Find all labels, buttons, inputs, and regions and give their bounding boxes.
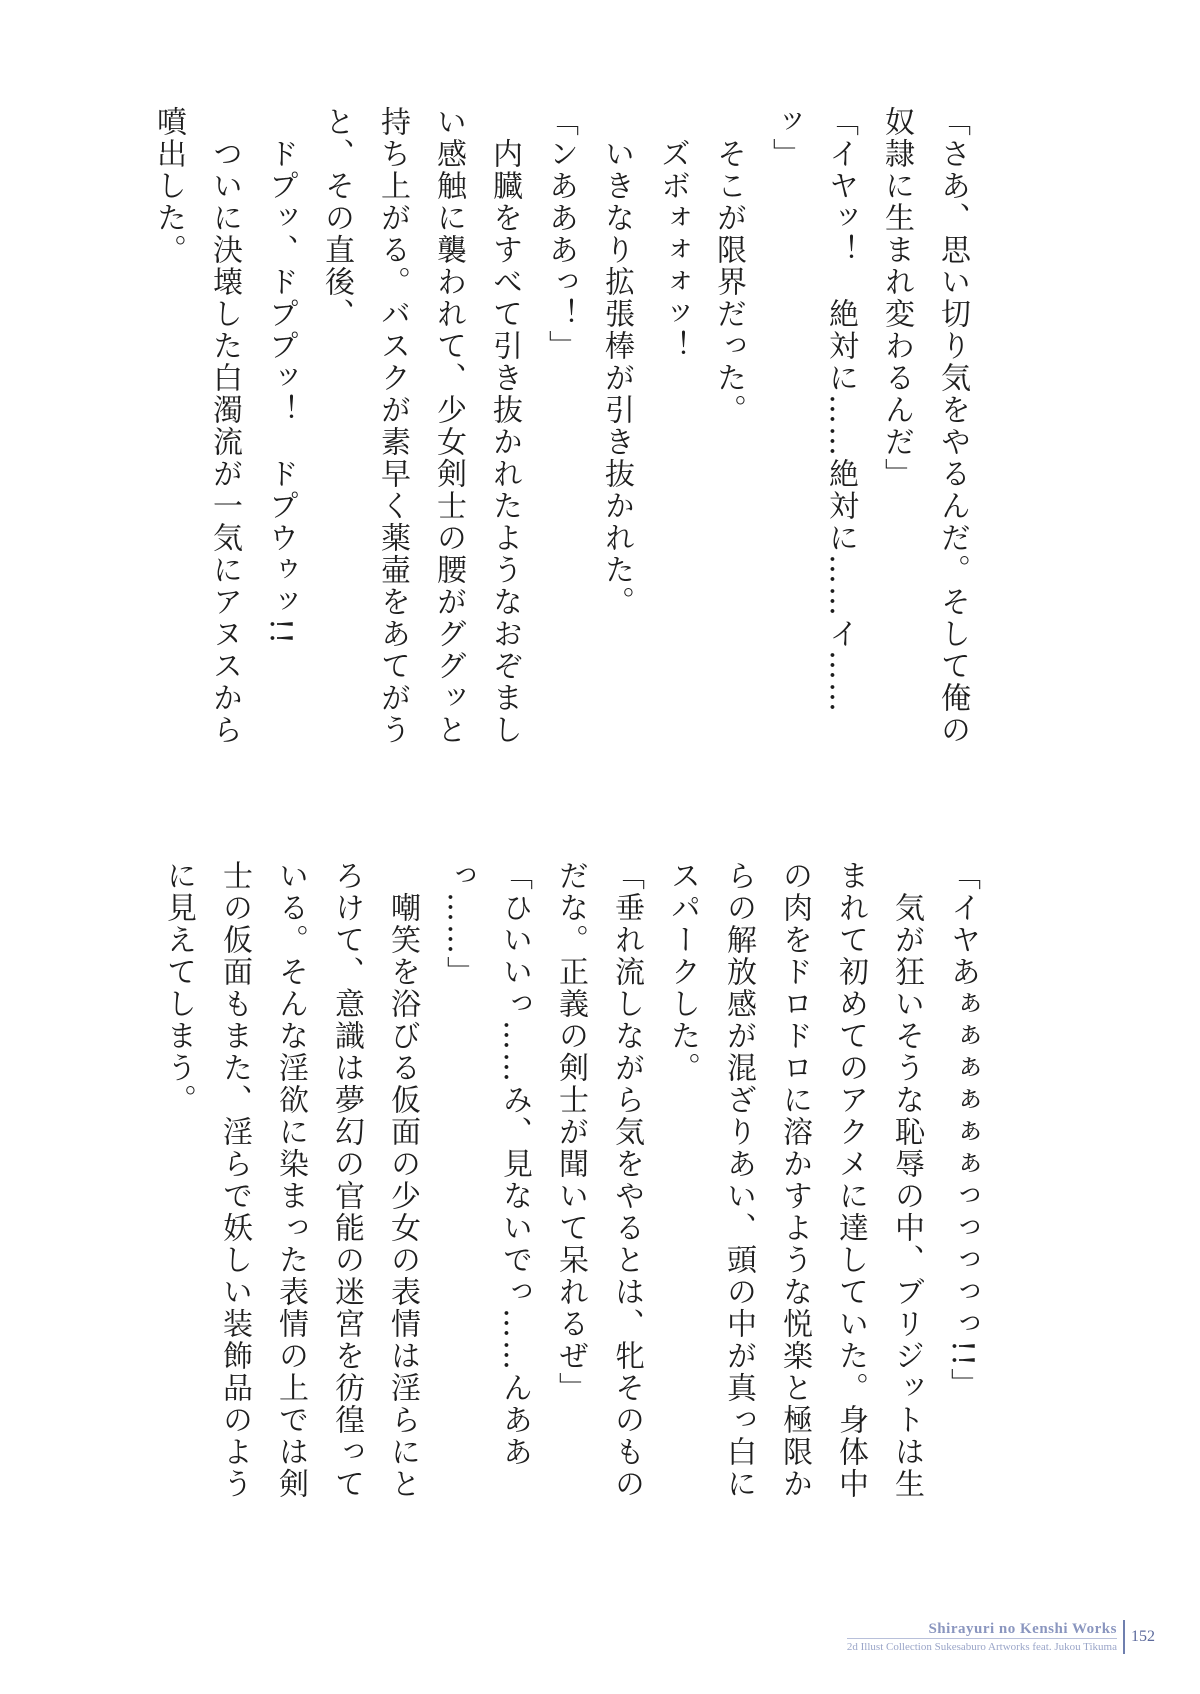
text-line: 嘲笑を浴びる仮面の少女の表情は淫らにと — [385, 860, 420, 1500]
text-line: いる。そんな淫欲に染まった表情の上では剣 — [273, 860, 308, 1500]
text-line: 内臓をすべて引き抜かれたようなおぞまし — [487, 106, 522, 746]
text-line: ッ」 — [767, 106, 802, 170]
text-line: そこが限界だった。 — [711, 106, 746, 426]
text-block-bottom — [150, 860, 990, 1580]
page-footer — [847, 1620, 1155, 1654]
text-line: 「さあ、思い切り気をやるんだ。そして俺の — [935, 106, 970, 746]
text-block-top — [140, 106, 980, 846]
text-line: 士の仮面もまた、淫らで妖しい装飾品のよう — [217, 860, 252, 1500]
page-number: 152 — [1131, 1628, 1155, 1645]
footer-title: Shirayuri no Kenshi Works — [928, 1621, 1117, 1637]
text-line: 持ち上がる。バスクが素早く薬壷をあてがう — [375, 106, 410, 746]
text-line: 「ンあああっ！」 — [543, 106, 578, 362]
text-line: 「イヤあぁぁぁぁぁぁっっっっっ!!」 — [945, 860, 980, 1401]
text-line: 噴出した。 — [151, 106, 186, 266]
text-line: っ……」 — [441, 860, 476, 988]
text-line: 「イヤッ！ 絶対に……絶対に……イ…… — [823, 106, 858, 714]
text-line: ドプッ、ドププッ！ ドプウゥッ!! — [263, 106, 298, 647]
footer-subtitle: 2d Illust Collection Sukesaburo Artworks feat. Jukou Tikuma — [847, 1638, 1117, 1654]
text-line: 奴隷に生まれ変わるんだ」 — [879, 106, 914, 490]
text-line: まれて初めてのアクメに達していた。身体中 — [833, 860, 868, 1500]
text-line: いきなり拡張棒が引き抜かれた。 — [599, 106, 634, 618]
text-line: 気が狂いそうな恥辱の中、ブリジットは生 — [889, 860, 924, 1500]
text-line: ズボォォォッ！ — [655, 106, 690, 362]
text-line: だな。正義の剣士が聞いて呆れるぜ」 — [553, 860, 588, 1404]
text-line: ついに決壊した白濁流が一気にアヌスから — [207, 106, 242, 746]
text-line: スパークした。 — [665, 860, 700, 1084]
text-line: 「ひいいっ……み、見ないでっ……んああ — [497, 860, 532, 1468]
text-line: 「垂れ流しながら気をやるとは、牝そのもの — [609, 860, 644, 1500]
text-line: ろけて、意識は夢幻の官能の迷宮を彷徨って — [329, 860, 364, 1500]
text-line: と、その直後、 — [319, 106, 354, 330]
footer-text — [847, 1620, 1125, 1654]
text-line: に見えてしまう。 — [161, 860, 196, 1116]
text-line: の肉をドロドロに溶かすような悦楽と極限か — [777, 860, 812, 1500]
text-line: い感触に襲われて、少女剣士の腰がググッと — [431, 106, 466, 746]
text-line: らの解放感が混ざりあい、頭の中が真っ白に — [721, 860, 756, 1500]
